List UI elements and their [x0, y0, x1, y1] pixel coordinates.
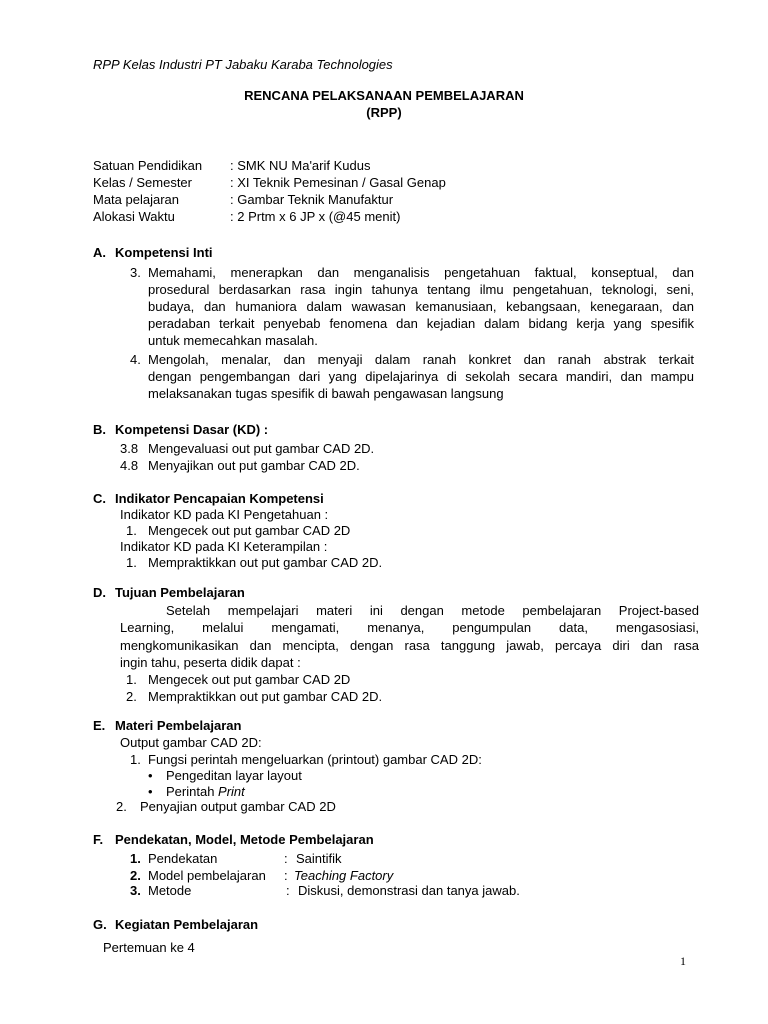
field-value: Diskusi, demonstrasi dan tanya jawab. — [298, 883, 520, 898]
field-label: Model pembelajaran — [148, 868, 266, 883]
section-letter: F. — [93, 832, 104, 847]
bullet-item — [166, 767, 302, 784]
list-number: 4.8 — [120, 458, 139, 473]
paragraph-line: mengkomunikasikan dan mencipta, dengan rasa tanggung jawab, percaya diri dan rasa — [120, 638, 699, 653]
field-separator: : — [284, 868, 288, 883]
page-number: 1 — [680, 954, 686, 968]
bullet-icon: • — [148, 784, 153, 799]
section-title: Kompetensi Dasar (KD) : — [115, 422, 269, 437]
list-number: 2. — [126, 689, 137, 704]
section-letter: A. — [93, 245, 106, 260]
list-number: 3. — [130, 265, 141, 280]
section-title: Tujuan Pembelajaran — [115, 585, 245, 600]
list-item-text: Mempraktikkan out put gambar CAD 2D. — [148, 689, 383, 704]
paragraph-line: Memahami, menerapkan dan menganalisis pengetahuan faktual, konseptual, dan — [148, 265, 694, 280]
list-number: 2. — [130, 868, 141, 883]
list-item-text: Fungsi perintah mengeluarkan (printout) gambar CAD 2D: — [148, 752, 482, 767]
list-item-text: Mengecek out put gambar CAD 2D — [148, 523, 351, 538]
paragraph-line: dengan pengembangan dari yang dipelajarinya di sekolah secara mandiri, dan mampu — [148, 369, 694, 384]
section-title: Pendekatan, Model, Metode Pembelajaran — [115, 832, 374, 847]
list-item-text: Menyajikan out put gambar CAD 2D. — [148, 458, 360, 473]
paragraph-line: ingin tahu, peserta didik dapat : — [120, 655, 301, 670]
identity-value: : XI Teknik Pemesinan / Gasal Genap — [230, 175, 446, 190]
paragraph-line: untuk memecahkan masalah. — [148, 333, 318, 348]
section-f-heading — [93, 831, 374, 848]
identity-value: : Gambar Teknik Manufaktur — [230, 192, 394, 207]
list-number: 3.8 — [120, 441, 139, 456]
identity-value: : SMK NU Ma'arif Kudus — [230, 158, 371, 173]
subheading: Output gambar CAD 2D: — [120, 735, 262, 750]
paragraph-line: Mengolah, menalar, dan menyaji dalam ranah konkret dan ranah abstrak terkait — [148, 352, 694, 367]
subheading: Indikator KD pada KI Pengetahuan : — [120, 507, 329, 522]
running-header: RPP Kelas Industri PT Jabaku Karaba Technologies — [93, 57, 393, 72]
section-title: Kegiatan Pembelajaran — [115, 917, 259, 932]
list-number: 3. — [130, 883, 141, 898]
field-value: Teaching Factory — [294, 868, 394, 883]
field-separator: : — [286, 883, 290, 898]
section-b-heading — [93, 421, 268, 438]
identity-label: Mata pelajaran — [93, 192, 179, 207]
list-number: 2. — [116, 799, 127, 814]
list-number: 1. — [130, 851, 141, 866]
section-a-heading — [93, 244, 213, 261]
section-title: Kompetensi Inti — [115, 245, 213, 260]
list-item-text: Penyajian output gambar CAD 2D — [140, 799, 336, 814]
bullet-text: Perintah — [166, 784, 219, 799]
section-letter: G. — [93, 917, 107, 932]
list-item-text: Mengevaluasi out put gambar CAD 2D. — [148, 441, 375, 456]
section-letter: B. — [93, 422, 106, 437]
section-letter: D. — [93, 585, 106, 600]
identity-value: : 2 Prtm x 6 JP x (@45 menit) — [230, 209, 401, 224]
section-e-heading — [93, 717, 241, 734]
list-number: 1. — [126, 672, 137, 687]
document-subtitle: (RPP) — [366, 105, 402, 120]
section-letter: C. — [93, 491, 106, 506]
list-number: 1. — [130, 752, 141, 767]
subheading: Pertemuan ke 4 — [103, 940, 195, 955]
section-letter: E. — [93, 718, 106, 733]
list-item-text: Mengecek out put gambar CAD 2D — [148, 672, 351, 687]
section-title: Indikator Pencapaian Kompetensi — [115, 491, 324, 506]
paragraph-line: Learning, melalui mengamati, menanya, pengumpulan data, mengasosiasi, — [120, 620, 699, 635]
list-item-text: Mempraktikkan out put gambar CAD 2D. — [148, 555, 383, 570]
section-title: Materi Pembelajaran — [115, 718, 242, 733]
bullet-icon: • — [148, 768, 153, 783]
bullet-text: Pengeditan layar layout — [166, 768, 302, 783]
section-c-heading — [93, 490, 324, 507]
field-separator: : — [284, 851, 288, 866]
list-number: 4. — [130, 352, 141, 367]
paragraph-line: budaya, dan humaniora dalam wawasan kemanusiaan, kebangsaan, kenegaraan, dan — [148, 299, 694, 314]
identity-label: Kelas / Semester — [93, 175, 192, 190]
field-value: Saintifik — [296, 851, 342, 866]
paragraph-line: prosedural berdasarkan rasa ingin tahunya tentang ilmu pengetahuan, teknologi, seni, — [148, 282, 694, 297]
section-d-heading — [93, 584, 245, 601]
paragraph-line: melaksanakan tugas spesifik di bawah pengawasan langsung — [148, 386, 504, 401]
paragraph-line: peradaban terkait penyebab fenomena dan kejadian dalam bidang kerja yang spesifik — [148, 316, 694, 331]
identity-label: Satuan Pendidikan — [93, 158, 203, 173]
subheading: Indikator KD pada KI Keterampilan : — [120, 539, 328, 554]
bullet-text-italic: Print — [218, 784, 245, 799]
field-label: Metode — [148, 883, 192, 898]
paragraph-line: Setelah mempelajari materi ini dengan metode pembelajaran Project-based — [166, 603, 699, 618]
identity-label: Alokasi Waktu — [93, 209, 175, 224]
list-number: 1. — [126, 555, 137, 570]
section-g-heading — [93, 916, 258, 933]
list-number: 1. — [126, 523, 137, 538]
document-title: RENCANA PELAKSANAAN PEMBELAJARAN — [244, 88, 524, 103]
field-label: Pendekatan — [148, 851, 218, 866]
